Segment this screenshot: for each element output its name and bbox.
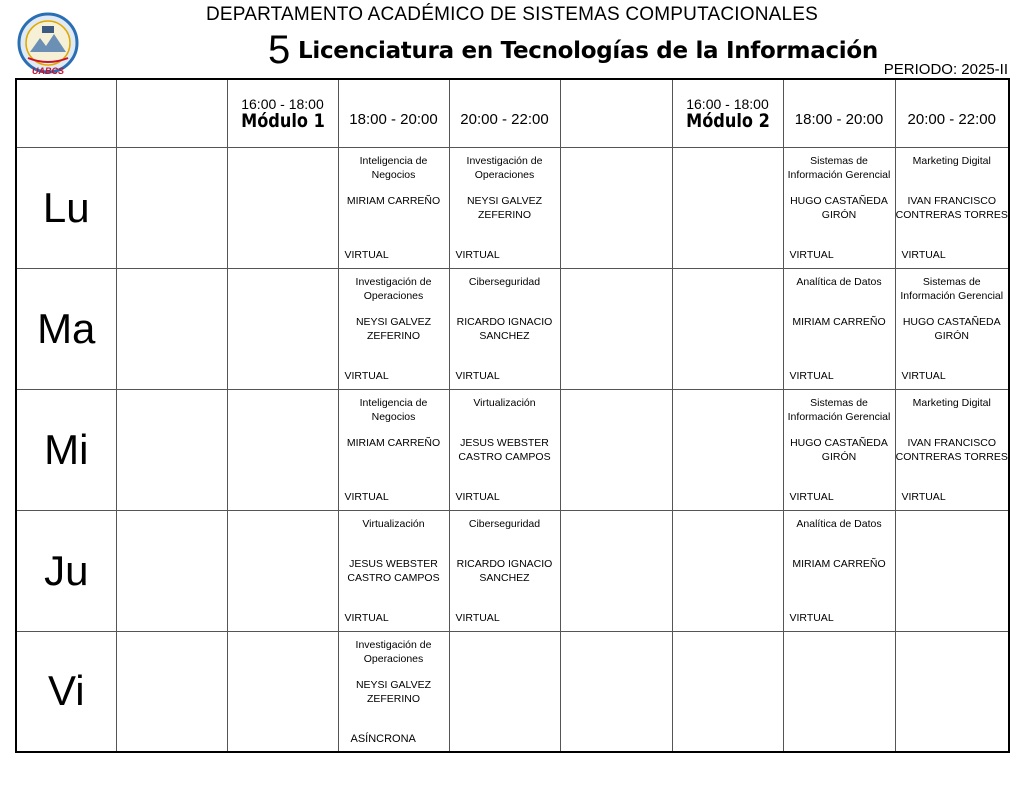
- class-cell: [338, 631, 449, 752]
- class-cell: [449, 510, 560, 631]
- subject-name: Ciberseguridad: [468, 517, 541, 530]
- class-mode: VIRTUAL: [901, 369, 946, 382]
- subject-name: Investigación de Operaciones: [355, 275, 432, 302]
- department-title: DEPARTAMENTO ACADÉMICO DE SISTEMAS COMPUTACIONALES: [205, 4, 819, 25]
- day-row-mi: [16, 389, 1009, 510]
- subject-name: Virtualización: [362, 517, 425, 530]
- module-label: Módulo 1: [240, 110, 325, 133]
- class-cell: [449, 147, 560, 268]
- col-header-m2-18: [783, 79, 895, 147]
- schedule-table: [15, 78, 1010, 753]
- teacher-name: MIRIAM CARREÑO: [346, 194, 441, 207]
- day-label: Ju: [16, 510, 116, 631]
- empty-cell: [449, 631, 560, 752]
- class-cell: [338, 268, 449, 389]
- class-mode: VIRTUAL: [344, 248, 389, 261]
- col-header-m2-16: [672, 79, 783, 147]
- empty-cell: [227, 268, 338, 389]
- time-label: 16:00 - 18:00: [686, 96, 769, 113]
- col-header-m1-16: [227, 79, 338, 147]
- class-mode: VIRTUAL: [789, 369, 834, 382]
- class-mode: ASÍNCRONA: [350, 732, 416, 745]
- day-label: Lu: [16, 147, 116, 268]
- class-cell: [449, 268, 560, 389]
- time-label: 18:00 - 20:00: [349, 110, 438, 128]
- empty-cell: [116, 268, 227, 389]
- blank-header-cell: [116, 79, 227, 147]
- class-cell: [895, 389, 1009, 510]
- teacher-name: RICARDO IGNACIO SANCHEZ: [456, 315, 553, 342]
- teacher-name: HUGO CASTAÑEDA GIRÓN: [790, 194, 888, 221]
- day-row-ju: [16, 510, 1009, 631]
- class-cell: [783, 268, 895, 389]
- class-mode: VIRTUAL: [455, 248, 500, 261]
- class-cell: [338, 510, 449, 631]
- empty-cell: [560, 389, 672, 510]
- class-cell: [338, 389, 449, 510]
- subject-name: Inteligencia de Negocios: [359, 154, 428, 181]
- teacher-name: NEYSI GALVEZ ZEFERINO: [355, 678, 432, 705]
- empty-cell: [116, 147, 227, 268]
- teacher-name: NEYSI GALVEZ ZEFERINO: [355, 315, 432, 342]
- class-mode: VIRTUAL: [344, 611, 389, 624]
- teacher-name: MIRIAM CARREÑO: [792, 315, 886, 328]
- teacher-name: MIRIAM CARREÑO: [346, 436, 441, 449]
- empty-cell: [672, 631, 783, 752]
- empty-cell: [227, 631, 338, 752]
- blank-header-cell: [560, 79, 672, 147]
- day-row-vi: [16, 631, 1009, 752]
- col-header-m1-20: [449, 79, 560, 147]
- time-label: 20:00 - 22:00: [907, 110, 996, 128]
- col-header-m1-18: [338, 79, 449, 147]
- subject-name: Ciberseguridad: [468, 275, 541, 288]
- empty-cell: [560, 631, 672, 752]
- class-cell: [783, 389, 895, 510]
- subject-name: Analítica de Datos: [796, 275, 882, 288]
- class-cell: [338, 147, 449, 268]
- time-label: 18:00 - 20:00: [794, 110, 884, 128]
- empty-cell: [672, 510, 783, 631]
- empty-cell: [116, 631, 227, 752]
- empty-cell: [227, 389, 338, 510]
- svg-text:UABCS: UABCS: [31, 66, 65, 76]
- teacher-name: RICARDO IGNACIO SANCHEZ: [456, 557, 553, 584]
- module-label: Módulo 2: [685, 110, 770, 133]
- day-label: Mi: [16, 389, 116, 510]
- empty-cell: [116, 389, 227, 510]
- empty-cell: [895, 631, 1009, 752]
- subject-name: Sistemas de Información Gerencial: [900, 275, 1004, 302]
- subject-name: Sistemas de Información Gerencial: [787, 154, 891, 181]
- corner-cell: [16, 79, 116, 147]
- class-mode: VIRTUAL: [455, 369, 500, 382]
- teacher-name: MIRIAM CARREÑO: [792, 557, 886, 570]
- col-header-m2-20: [895, 79, 1009, 147]
- day-row-lu: [16, 147, 1009, 268]
- subject-name: Analítica de Datos: [796, 517, 882, 530]
- empty-cell: [227, 147, 338, 268]
- subject-name: Marketing Digital: [912, 396, 991, 409]
- empty-cell: [895, 510, 1009, 631]
- class-mode: VIRTUAL: [789, 490, 834, 503]
- empty-cell: [560, 147, 672, 268]
- class-mode: VIRTUAL: [344, 369, 389, 382]
- class-cell: [783, 510, 895, 631]
- class-mode: VIRTUAL: [344, 490, 389, 503]
- time-label: 16:00 - 18:00: [241, 96, 324, 113]
- day-label: Vi: [16, 631, 116, 752]
- teacher-name: JESUS WEBSTER CASTRO CAMPOS: [347, 557, 440, 584]
- class-mode: VIRTUAL: [901, 248, 946, 261]
- subject-name: Sistemas de Información Gerencial: [787, 396, 891, 423]
- empty-cell: [560, 268, 672, 389]
- empty-cell: [116, 510, 227, 631]
- teacher-name: HUGO CASTAÑEDA GIRÓN: [790, 436, 888, 463]
- subject-name: Virtualización: [473, 396, 536, 409]
- subject-name: Marketing Digital: [912, 154, 991, 167]
- teacher-name: IVAN FRANCISCO CONTRERAS TORRES: [895, 436, 1008, 463]
- empty-cell: [227, 510, 338, 631]
- semester-number: 5: [268, 28, 291, 72]
- class-cell: [895, 147, 1009, 268]
- class-mode: VIRTUAL: [789, 248, 834, 261]
- subject-name: Investigación de Operaciones: [355, 638, 432, 665]
- class-mode: VIRTUAL: [789, 611, 834, 624]
- header-row: [16, 79, 1009, 147]
- day-row-ma: [16, 268, 1009, 389]
- class-cell: [895, 268, 1009, 389]
- teacher-name: IVAN FRANCISCO CONTRERAS TORRES: [895, 194, 1008, 221]
- time-label: 20:00 - 22:00: [460, 110, 549, 128]
- class-mode: VIRTUAL: [901, 490, 946, 503]
- class-cell: [449, 389, 560, 510]
- empty-cell: [783, 631, 895, 752]
- period-label: PERIODO: 2025-II: [883, 61, 1008, 78]
- teacher-name: JESUS WEBSTER CASTRO CAMPOS: [458, 436, 551, 463]
- day-label: Ma: [16, 268, 116, 389]
- empty-cell: [560, 510, 672, 631]
- class-mode: VIRTUAL: [455, 611, 500, 624]
- subject-name: Inteligencia de Negocios: [359, 396, 428, 423]
- empty-cell: [672, 268, 783, 389]
- class-mode: VIRTUAL: [455, 490, 500, 503]
- class-cell: [783, 147, 895, 268]
- teacher-name: HUGO CASTAÑEDA GIRÓN: [902, 315, 1001, 342]
- empty-cell: [672, 147, 783, 268]
- career-title: Licenciatura en Tecnologías de la Información: [298, 38, 878, 64]
- teacher-name: NEYSI GALVEZ ZEFERINO: [466, 194, 543, 221]
- empty-cell: [672, 389, 783, 510]
- subject-name: Investigación de Operaciones: [466, 154, 543, 181]
